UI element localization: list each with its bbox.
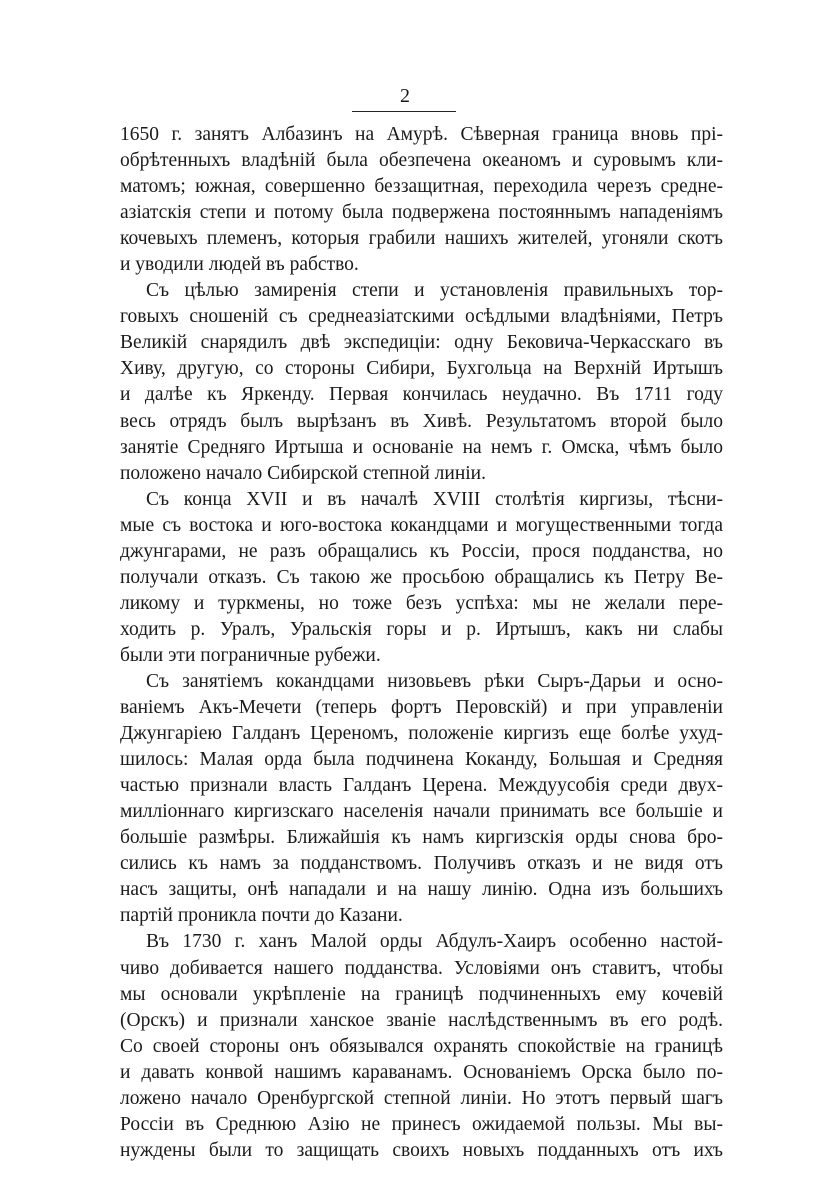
text-line: ликому и туркмены, но тоже безъ успѣха: мы не желали пере- xyxy=(120,592,723,614)
text-line: были эти пограничные рубежи. xyxy=(120,644,381,666)
text-line: кочевыхъ племенъ, которыя грабили нашихъ жителей, угоняли скотъ xyxy=(120,228,723,250)
text-line: насъ защиты, онѣ нападали и на нашу линію. Одна изъ большихъ xyxy=(120,879,723,901)
text-line: Джунгаріею Галданъ Цереномъ, положеніе киргизъ еще болѣе ухуд- xyxy=(120,723,723,745)
text-line: азіатскія степи и потому была подвержена постояннымъ нападеніямъ xyxy=(120,202,723,224)
page-number: 2 xyxy=(400,85,410,107)
text-line: Хиву, другую, со стороны Сибири, Бухгольца на Верхній Иртышъ xyxy=(120,358,723,380)
text-line: 1650 г. занятъ Албазинъ на Амурѣ. Сѣверная граница вновь прі- xyxy=(120,124,723,145)
text-line: чиво добивается нашего подданства. Условіями онъ ставитъ, чтобы xyxy=(120,957,723,979)
text-line: Съ занятіемъ кокандцами низовьевъ рѣки Сыръ-Дарьи и осно- xyxy=(146,670,723,692)
text-line: большіе размѣры. Ближайшія къ намъ киргизскія орды снова бро- xyxy=(120,827,723,849)
text-line: мы основали укрѣпленіе на границѣ подчиненныхъ ему кочевій xyxy=(120,983,723,1005)
text-line: ваніемъ Акъ-Мечети (теперь фортъ Перовскій) и при управленіи xyxy=(120,697,723,719)
text-line: и далѣе къ Яркенду. Первая кончилась неудачно. Въ 1711 году xyxy=(120,384,723,406)
text-line: мые съ востока и юго-востока кокандцами и могущественными тогда xyxy=(120,514,723,536)
text-line: положено начало Сибирской степной линіи. xyxy=(120,462,486,484)
text-line: милліоннаго киргизскаго населенія начали принимать все большіе и xyxy=(120,801,723,823)
text-line: джунгарами, не разъ обращались къ Россіи, прося подданства, но xyxy=(120,540,723,562)
body-text xyxy=(120,122,723,1164)
text-line: шилось: Малая орда была подчинена Коканду, Большая и Средняя xyxy=(120,749,723,771)
text-line: Съ цѣлью замиренія степи и установленія правильныхъ тор- xyxy=(146,280,723,302)
text-line: обрѣтенныхъ владѣній была обезпечена океаномъ и суровымъ кли- xyxy=(120,150,723,172)
text-line: (Орскъ) и признали ханское званіе наслѣдственнымъ въ его родѣ. xyxy=(120,1009,723,1031)
text-line: частью признали власть Галданъ Церена. Междуусобія среди двух- xyxy=(120,775,723,797)
text-line: и уводили людей въ рабство. xyxy=(120,254,359,276)
text-line: занятіе Средняго Иртыша и основаніе на немъ г. Омска, чѣмъ было xyxy=(120,436,723,458)
text-line: сились къ намъ за подданствомъ. Получивъ отказъ и не видя отъ xyxy=(120,853,723,875)
text-line: и давать конвой нашимъ караванамъ. Основаніемъ Орска было по- xyxy=(120,1061,723,1083)
text-line: говыхъ сношеній съ среднеазіатскими осѣдлыми владѣніями, Петръ xyxy=(120,306,723,328)
page-number-rule xyxy=(352,111,456,112)
text-line: Великій снарядилъ двѣ экспедиціи: одну Бековича-Черкасскаго въ xyxy=(120,332,723,354)
text-line: весь отрядъ былъ вырѣзанъ въ Хивѣ. Результатомъ второй было xyxy=(120,410,723,432)
text-line: матомъ; южная, совершенно беззащитная, переходила черезъ средне- xyxy=(120,176,723,198)
text-line: Со своей стороны онъ обязывался охранять спокойствіе на границѣ xyxy=(120,1035,723,1057)
text-line: Съ конца XVII и въ началѣ XVIII столѣтія киргизы, тѣсни- xyxy=(146,488,723,510)
text-line: партій проникла почти до Казани. xyxy=(120,905,403,927)
text-line: Россіи въ Среднюю Азію не принесъ ожидаемой пользы. Мы вы- xyxy=(120,1113,723,1135)
text-line: получали отказъ. Съ такою же просьбою обращались къ Петру Ве- xyxy=(120,566,723,588)
text-line: нуждены были то защищать своихъ новыхъ подданныхъ отъ ихъ xyxy=(120,1139,723,1161)
text-line: ложено начало Оренбургской степной линіи. Но этотъ первый шагъ xyxy=(120,1087,723,1109)
text-line: Въ 1730 г. ханъ Малой орды Абдулъ-Хаиръ особенно настой- xyxy=(146,931,723,953)
text-line: ходить р. Уралъ, Уральскія горы и р. Иртышъ, какъ ни слабы xyxy=(120,618,723,640)
